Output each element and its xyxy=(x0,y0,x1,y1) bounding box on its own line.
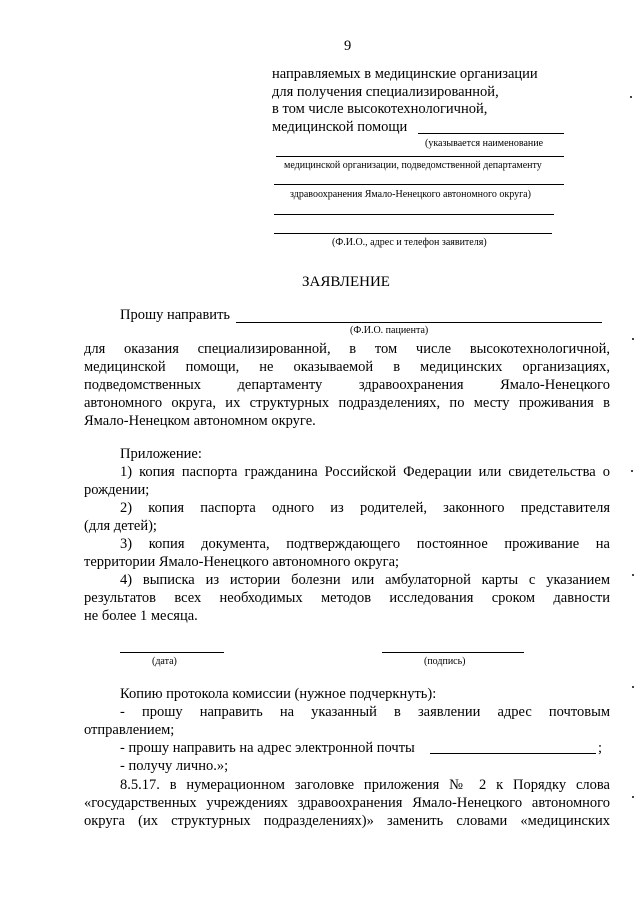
signature-label: (подпись) xyxy=(424,656,466,667)
blank-line xyxy=(276,156,564,157)
page-number: 9 xyxy=(344,38,352,54)
attachment-item: 2) копия паспорта одного из родителей, законного представителя xyxy=(120,500,610,516)
protocol-intro: Копию протокола комиссии (нужное подчеркнуть): xyxy=(120,686,437,702)
request-line: для оказания специализированной, в том числе высокотехнологичной, xyxy=(84,341,610,357)
request-line: медицинской помощи, не оказываемой в медицинских организациях, xyxy=(84,359,610,375)
field-hint: медицинской организации, подведомственной департаменту xyxy=(284,160,542,171)
blank-line xyxy=(274,214,554,215)
amendment-line: «государственных учреждениях здравоохранения Ямало-Ненецкого автономного xyxy=(84,795,610,811)
blank-line xyxy=(418,133,564,134)
header-line: медицинской помощи xyxy=(272,119,408,135)
header-line: в том числе высокотехнологичной, xyxy=(272,101,488,117)
date-line xyxy=(120,652,224,653)
scan-mark xyxy=(632,574,634,576)
request-line: автономного округа, их структурных подразделениях, по месту проживания в xyxy=(84,395,610,411)
field-hint: здравоохранения Ямало-Ненецкого автономного округа) xyxy=(290,189,531,200)
header-line: направляемых в медицинские организации xyxy=(272,66,538,82)
attachment-item: рождении; xyxy=(84,482,150,498)
attachment-item: результатов всех необходимых методов исследования сроком давности xyxy=(84,590,610,606)
request-line: подведомственных департаменту здравоохранения Ямало-Ненецкого xyxy=(84,377,610,393)
blank-line xyxy=(274,184,564,185)
request-lead: Прошу направить xyxy=(120,307,231,323)
field-hint: (Ф.И.О. пациента) xyxy=(350,325,429,336)
attachments-heading: Приложение: xyxy=(120,446,202,462)
patient-name-line xyxy=(236,322,602,323)
protocol-option: - прошу направить на указанный в заявлении адрес почтовым xyxy=(120,704,610,720)
scan-mark xyxy=(630,96,632,98)
signature-line xyxy=(382,652,524,653)
amendment-line: округа (их структурных подразделениях)» заменить словами «медицинских xyxy=(84,813,610,829)
protocol-option: - получу лично.»; xyxy=(120,758,229,774)
blank-line xyxy=(274,233,552,234)
attachment-item: 4) выписка из истории болезни или амбулаторной карты с указанием xyxy=(120,572,610,588)
field-hint: (указывается наименование xyxy=(425,138,544,149)
amendment-line: 8.5.17. в нумерационном заголовке приложения № 2 к Порядку слова xyxy=(120,777,610,793)
field-hint: (Ф.И.О., адрес и телефон заявителя) xyxy=(332,237,487,248)
scan-mark xyxy=(631,470,633,472)
document-title: ЗАЯВЛЕНИЕ xyxy=(302,274,390,290)
protocol-option: - прошу направить на адрес электронной почты xyxy=(120,740,415,756)
protocol-option: отправлением; xyxy=(84,722,175,738)
scan-mark xyxy=(632,338,634,340)
email-line xyxy=(430,753,596,754)
protocol-option-end: ; xyxy=(598,740,603,756)
date-label: (дата) xyxy=(152,656,177,667)
attachment-item: территории Ямало-Ненецкого автономного округа; xyxy=(84,554,400,570)
attachment-item: 1) копия паспорта гражданина Российской Федерации или свидетельства о xyxy=(120,464,610,480)
header-line: для получения специализированной, xyxy=(272,84,499,100)
attachment-item: (для детей); xyxy=(84,518,157,534)
attachment-item: не более 1 месяца. xyxy=(84,608,198,624)
request-line: Ямало-Ненецком автономном округе. xyxy=(84,413,316,429)
scan-mark xyxy=(632,686,634,688)
scan-mark xyxy=(632,796,634,798)
attachment-item: 3) копия документа, подтверждающего постоянное проживание на xyxy=(120,536,610,552)
